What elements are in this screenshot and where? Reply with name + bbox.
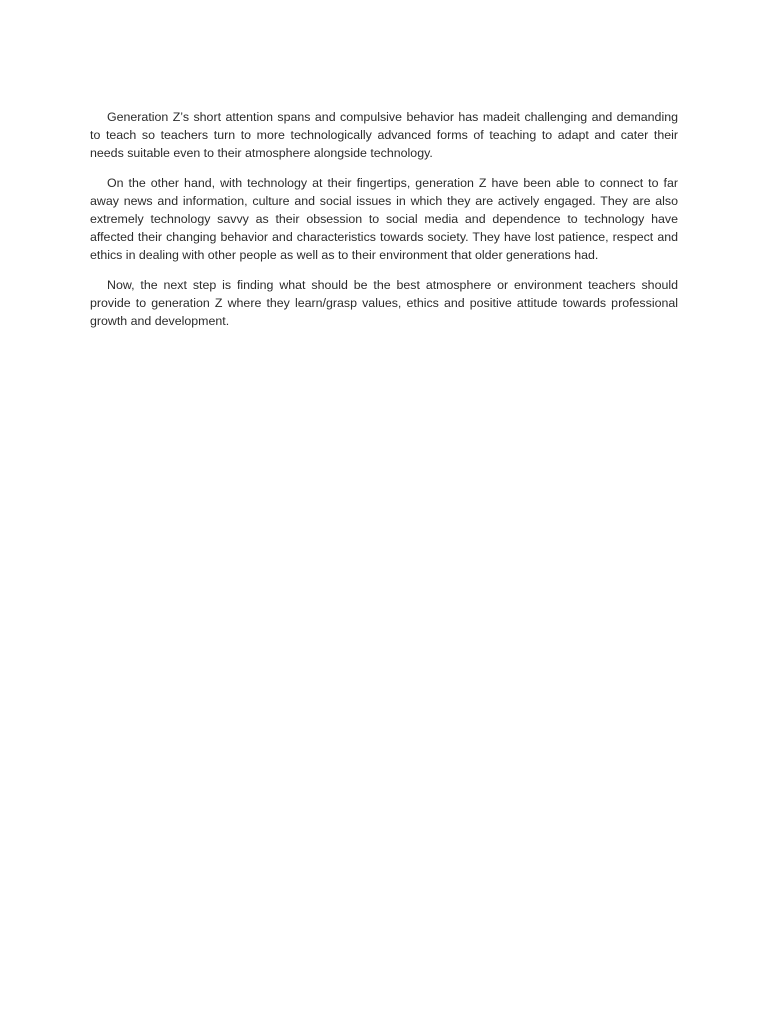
paragraph-2: On the other hand, with technology at their fingertips, generation Z have been able to connect to far away news and information, culture and social issues in which they are actively engaged. They are also extremely technology savvy as their obsession to social media and dependence to technology have affected their changing behavior and characteristics towards society. They have lost patience, respect and ethics in dealing with other people as well as to their environment that older generations had. — [90, 176, 678, 262]
paragraph-3: Now, the next step is finding what should be the best atmosphere or environment teachers should provide to generation Z where they learn/grasp values, ethics and positive attitude towards professional growth and development. — [90, 278, 678, 328]
paragraph-1: Generation Z’s short attention spans and compulsive behavior has madeit challenging and demanding to teach so teachers turn to more technologically advanced forms of teaching to adapt and cater their needs suitable even to their atmosphere alongside technology. — [90, 110, 678, 160]
document-body — [90, 108, 678, 342]
